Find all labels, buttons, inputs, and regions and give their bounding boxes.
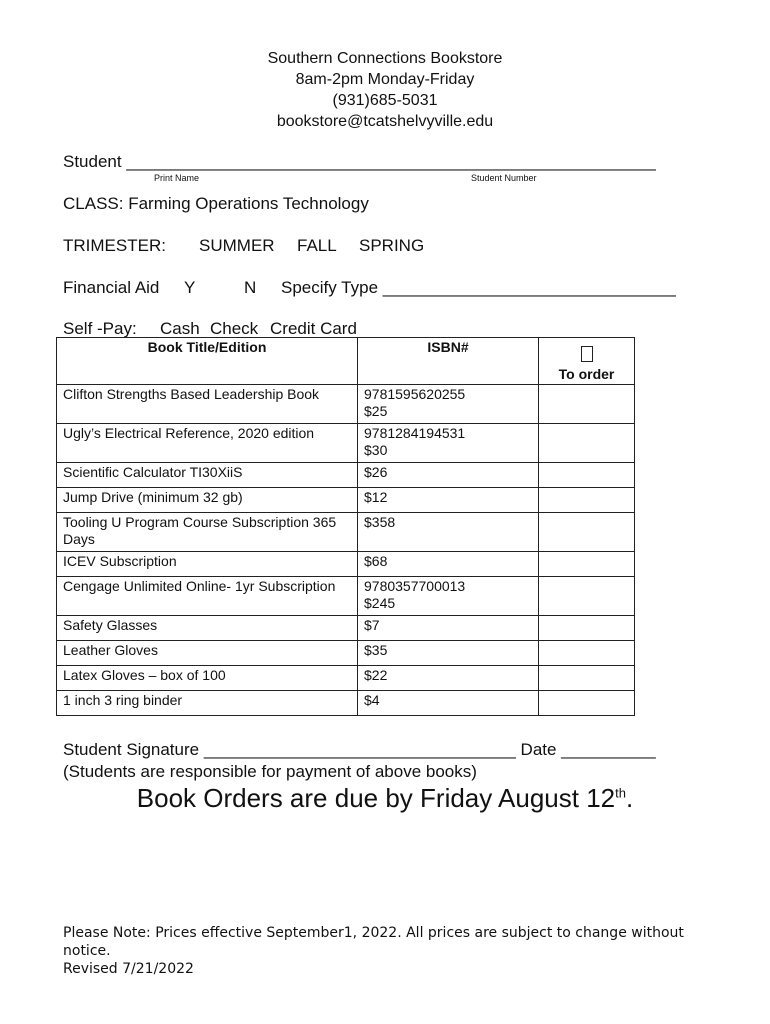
header-order-label: To order: [558, 366, 615, 382]
row-price: $245: [364, 595, 396, 611]
row-title: Latex Gloves – box of 100: [57, 666, 358, 691]
order-cell[interactable]: [539, 488, 635, 513]
table-row: [57, 577, 635, 616]
revised-date: Revised 7/21/2022: [63, 961, 194, 977]
header-isbn: ISBN#: [358, 338, 539, 385]
table-row: [57, 691, 635, 716]
store-name: Southern Connections Bookstore: [267, 50, 503, 67]
order-cell[interactable]: [539, 641, 635, 666]
row-title: Clifton Strengths Based Leadership Book: [57, 385, 358, 424]
trimester-spring[interactable]: SPRING: [359, 236, 425, 255]
student-number-caption: Student Number: [471, 173, 537, 183]
row-title: Scientific Calculator TI30XiiS: [57, 463, 358, 488]
due-end: .: [625, 783, 634, 813]
row-isbn: 9781284194531: [364, 425, 466, 441]
header-order: [539, 338, 635, 385]
row-price: $4: [358, 691, 539, 716]
store-email: bookstore@tcatshelvyville.edu: [276, 113, 494, 130]
row-isbn-price: [358, 385, 539, 424]
table-row: [57, 666, 635, 691]
row-price: $12: [358, 488, 539, 513]
order-cell[interactable]: [539, 424, 635, 463]
table-row: [57, 463, 635, 488]
row-isbn-price: [358, 577, 539, 616]
order-cell[interactable]: [539, 552, 635, 577]
row-price: $68: [358, 552, 539, 577]
row-title: Leather Gloves: [57, 641, 358, 666]
due-date-notice: [0, 783, 770, 814]
row-title: Jump Drive (minimum 32 gb): [57, 488, 358, 513]
order-cell[interactable]: [539, 666, 635, 691]
table-row: [57, 513, 635, 552]
row-title: 1 inch 3 ring binder: [57, 691, 358, 716]
table-row: [57, 616, 635, 641]
row-isbn: 9781595620255: [364, 386, 466, 402]
checkbox-icon: [545, 342, 628, 366]
table-header-row: [57, 338, 635, 385]
financial-aid-label: Financial Aid: [63, 278, 160, 297]
due-suffix: th: [615, 785, 626, 801]
row-price: $26: [358, 463, 539, 488]
row-price: $358: [358, 513, 539, 552]
trimester-fall[interactable]: FALL: [297, 236, 337, 255]
price-note: Please Note: Prices effective September1, 2022. All prices are subject to change without notice.: [63, 925, 684, 959]
table-row: [57, 552, 635, 577]
row-price: $25: [364, 403, 388, 419]
order-cell[interactable]: [539, 463, 635, 488]
self-pay-check[interactable]: Check: [210, 319, 259, 338]
student-field[interactable]: Student ________________________________________________________: [63, 152, 656, 171]
specify-type-field[interactable]: Specify Type _______________________________: [281, 278, 676, 297]
book-order-table: [56, 337, 635, 716]
order-cell[interactable]: [539, 513, 635, 552]
row-title: ICEV Subscription: [57, 552, 358, 577]
self-pay-cash[interactable]: Cash: [160, 319, 200, 338]
order-cell[interactable]: [539, 691, 635, 716]
self-pay-label: Self -Pay:: [63, 319, 137, 338]
row-price: $22: [358, 666, 539, 691]
due-text: Book Orders are due by Friday August 12: [136, 783, 616, 813]
signature-field[interactable]: Student Signature _________________________________ Date __________: [63, 740, 656, 759]
print-name-caption: Print Name: [154, 173, 200, 183]
row-isbn-price: [358, 424, 539, 463]
store-phone: (931)685-5031: [332, 92, 438, 109]
table-row: [57, 641, 635, 666]
order-cell[interactable]: [539, 616, 635, 641]
trimester-summer[interactable]: SUMMER: [199, 236, 275, 255]
row-title: Safety Glasses: [57, 616, 358, 641]
self-pay-credit-card[interactable]: Credit Card: [270, 319, 357, 338]
row-isbn: 9780357700013: [364, 578, 466, 594]
payment-responsibility-note: (Students are responsible for payment of above books): [63, 762, 477, 781]
store-hours: 8am-2pm Monday-Friday: [295, 71, 475, 88]
order-cell[interactable]: [539, 577, 635, 616]
row-price: $7: [358, 616, 539, 641]
row-title: Tooling U Program Course Subscription 365 Days: [57, 513, 358, 552]
financial-aid-yes[interactable]: Y: [184, 278, 196, 297]
header-title: Book Title/Edition: [57, 338, 358, 385]
class-line: CLASS: Farming Operations Technology: [63, 194, 369, 213]
trimester-label: TRIMESTER:: [63, 236, 166, 255]
row-title: Cengage Unlimited Online- 1yr Subscription: [57, 577, 358, 616]
row-title: Ugly’s Electrical Reference, 2020 edition: [57, 424, 358, 463]
table-row: [57, 385, 635, 424]
table-row: [57, 424, 635, 463]
order-cell[interactable]: [539, 385, 635, 424]
table-row: [57, 488, 635, 513]
financial-aid-no[interactable]: N: [244, 278, 257, 297]
row-price: $30: [364, 442, 388, 458]
row-price: $35: [358, 641, 539, 666]
